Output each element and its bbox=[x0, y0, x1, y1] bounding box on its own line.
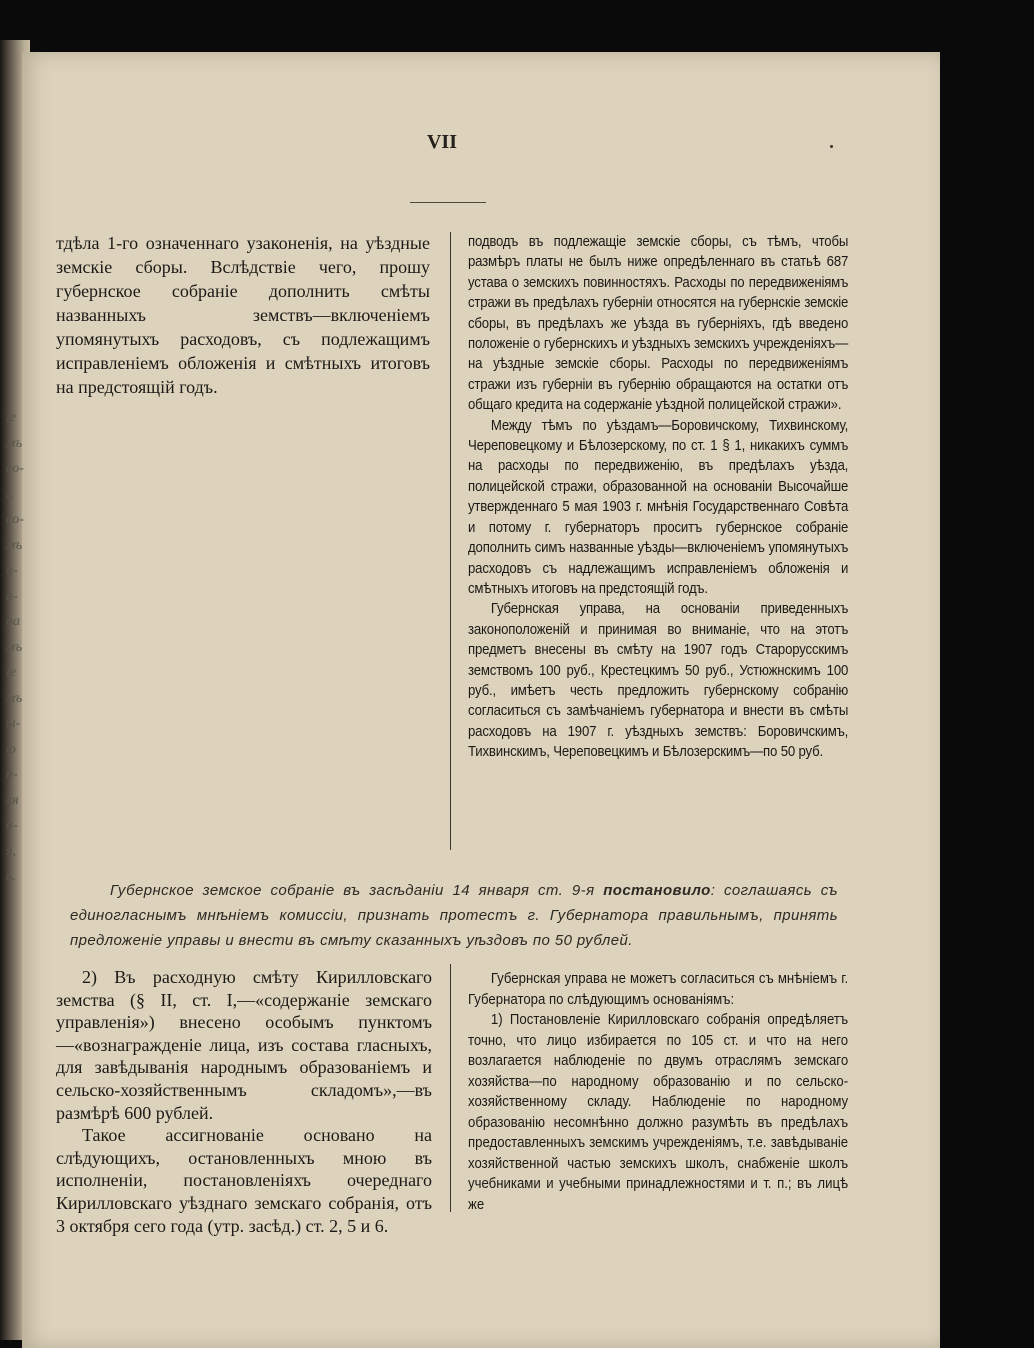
facing-page-fragment: ie bbox=[6, 410, 17, 425]
facing-page-fragment: ы- bbox=[6, 716, 21, 731]
resolution-text-after: : соглашаясь съ единогласнымъ мнѣніемъ комиссіи, признать протестъ г. Губернатора правильнымъ, принять предложеніе управы и внести въ смѣту сказанныхъ уѣздовъ по 50 рублей. bbox=[70, 882, 838, 949]
facing-page-fragment: мъ bbox=[6, 639, 23, 655]
paragraph-bottom-left-2: Такое ассигнованіе основано на слѣдующихъ, остановленныхъ мною въ исполненіи, постановленіяхъ очереднаго Кирилловскаго уѣзднаго земскаго собранія, отъ 3 октября сего года (утр. засѣд.) ст. 2, 5 и 6. bbox=[56, 1125, 432, 1236]
resolution-text-before: Губернское земское собраніе въ засѣданіи 14 января ст. 9-я bbox=[110, 882, 604, 899]
facing-page-edge bbox=[0, 380, 40, 1280]
facing-page-fragment: г. bbox=[6, 486, 15, 502]
resolution-bold-word: постановило bbox=[603, 882, 711, 899]
facing-page-fragment: a- bbox=[6, 818, 18, 833]
facing-page-fragment: ь. bbox=[6, 869, 16, 884]
paragraph-top-left: тдѣла 1-го означеннаго узаконенія, на уѣздные земскіе сборы. Вслѣдствіе чего, прошу губернское собраніе дополнить смѣты названныхъ земствъ—включеніемъ упомянутыхъ расходовъ, съ подлежащимъ исправленіемъ обложенія и смѣтныхъ итоговъ на предстоящій годъ. bbox=[56, 233, 430, 397]
facing-page-fragment: a- bbox=[6, 588, 18, 604]
facing-page-fragment: ля bbox=[6, 792, 19, 808]
facing-page-fragment: co- bbox=[6, 512, 24, 527]
folio-rule bbox=[410, 202, 486, 203]
facing-page-fragment: ю bbox=[6, 741, 16, 757]
column-divider-top bbox=[450, 232, 451, 850]
paper-speck bbox=[830, 145, 833, 148]
top-right-column bbox=[468, 232, 848, 763]
column-divider-bottom bbox=[450, 964, 451, 1212]
facing-page-fragment: ie bbox=[6, 665, 17, 680]
paragraph-top-right-2: Между тѣмъ по уѣздамъ—Боровичскому, Тихвинскому, Череповецкому и Бѣлозерскому, по ст. 1 § 1, никакихъ суммъ на расходы по передвиженію, въ предѣлахъ уѣзда, полицейской стражи, образованной на основаніи Высочайше утвержденнаго 5 мая 1903 г. мнѣнія Государственнаго Совѣта и потому г. губернаторъ проситъ губернское собраніе дополнить симъ названные уѣзды—включеніемъ упомянутыхъ расходовъ съ надлежащимъ исправленіемъ обложенія и смѣтныхъ итоговъ на предстоящій годъ. bbox=[468, 416, 849, 597]
page-number: VII bbox=[426, 131, 457, 153]
facing-page-fragment: мъ bbox=[6, 435, 23, 451]
assembly-resolution bbox=[70, 878, 838, 953]
paragraph-top-right-3: Губернская управа, на основаніи приведенныхъ законоположеній и принимая во вниманіе, что на этотъ предметъ внесены въ смѣту на 1907 годъ Старорусскимъ земствомъ 100 руб., Крестецкимъ 50 руб., Устюжнскимъ 100 руб., имѣетъ честь предложить губернскому собранію согласиться съ замѣчаніемъ губернатора и внести въ смѣты расходовъ на 1907 г. уѣздныхъ земствъ: Боровичскимъ, Тихвинскимъ, Череповецкимъ и Бѣлозерскимъ—по 50 руб. bbox=[468, 600, 849, 761]
paragraph-bottom-right-1: Губернская управа не можетъ согласиться съ мнѣніемъ г. Губернатора по слѣдующимъ основаніямъ: bbox=[468, 970, 849, 1008]
facing-page-fragment: u- bbox=[6, 563, 18, 578]
top-left-column bbox=[56, 231, 430, 399]
facing-page-fragment: co- bbox=[6, 461, 24, 476]
document-page bbox=[22, 52, 940, 1348]
facing-page-fragment: мъ bbox=[6, 690, 23, 706]
facing-page-fragment: я, bbox=[6, 843, 17, 859]
facing-page-fragment: мъ bbox=[6, 537, 23, 553]
facing-page-fragment: п- bbox=[6, 767, 18, 782]
bottom-left-column bbox=[56, 966, 432, 1237]
paragraph-bottom-left-1: 2) Въ расходную смѣту Кирилловскаго земства (§ II, ст. I,—«содержаніе земскаго управленія») внесено особымъ пунктомъ—«вознагражденіе лица, изъ состава гласныхъ, для завѣдыванія народнымъ образованіемъ и сельско-хозяйственнымъ складомъ»,—въ размѣрѣ 600 рублей. bbox=[56, 967, 432, 1123]
facing-page-fragment: oa bbox=[6, 614, 20, 629]
paragraph-top-right-1: подводъ въ подлежащіе земскіе сборы, съ тѣмъ, чтобы размѣръ платы не былъ ниже опредѣленнаго въ статьѣ 687 устава о земскихъ повинностяхъ. Расходы по передвиженіямъ стражи въ предѣлахъ губерніи относятся на губернскіе земскіе сборы, въ предѣлахъ же уѣзда въ губерніяхъ, гдѣ введено положеніе о губернскихъ и уѣздныхъ земскихъ учрежденіяхъ—на уѣздные земскіе сборы. Расходы по передвиженіямъ стражи изъ губерніи въ губернію обращаются на остатки отъ общаго кредита на содержаніе уѣздной полицейской стражи». bbox=[468, 233, 849, 414]
bottom-right-column bbox=[468, 969, 848, 1215]
paragraph-bottom-right-2: 1) Постановленіе Кирилловскаго собранія опредѣляетъ точно, что лицо избирается по 105 ст. и что на него возлагается наблюденіе по двумъ отраслямъ земскаго хозяйства—по народному образованію и по сельско-хозяйственному складу. Наблюденіе по народному образованію несомнѣнно должно разумѣть въ предѣлахъ предоставленныхъ земскимъ учрежденіямъ, т.е. завѣдываніе хозяйственной частью земскихъ школъ, снабженіе школъ учебниками и учебными принадлежностями и т. п.; въ лицѣ же bbox=[468, 1011, 849, 1213]
